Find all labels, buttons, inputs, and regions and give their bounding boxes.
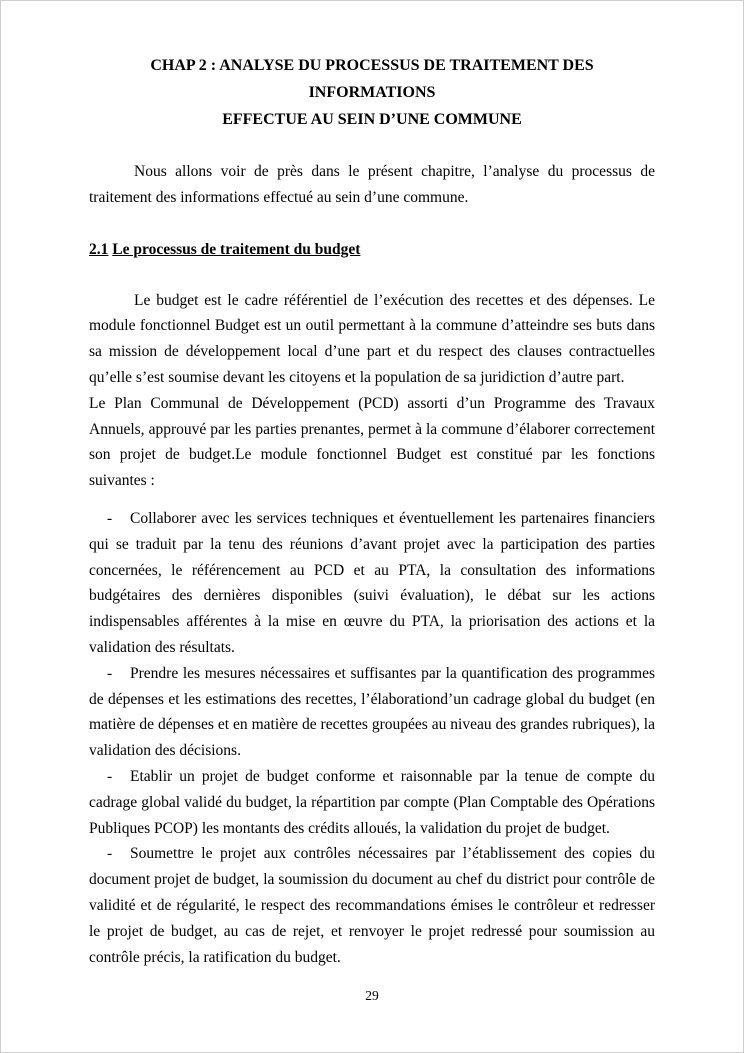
section-title: Le processus de traitement du budget <box>112 240 361 258</box>
list-item-text: Soumettre le projet aux contrôles nécessaires par l’établissement des copies du document projet de budget, la soumission du document au chef du district pour contrôle de validité et de régularité, le respect des recommandations émises le contrôleur et redresser le projet de budget, au cas de rejet, et renvoyer le projet redressé pour soumission au contrôle précis, la ratification du budget. <box>89 845 655 966</box>
section-number: 2.1 <box>89 240 109 258</box>
list-item <box>89 661 655 764</box>
paragraph-pcd: Le Plan Communal de Développement (PCD) assorti d’un Programme des Travaux Annuels, approuvé par les parties prenantes, permet à la commune d’élaborer correctement son projet de budget.Le module fonctionnel Budget est constitué par les fonctions suivantes : <box>89 394 655 490</box>
intro-paragraph: Nous allons voir de près dans le présent chapitre, l’analyse du processus de traitement des informations effectué au sein d’une commune. <box>89 163 655 206</box>
list-item-text: Etablir un projet de budget conforme et raisonnable par la tenue de compte du cadrage global validé du budget, la répartition par compte (Plan Comptable des Opérations Publiques PCOP) les montants des crédits alloués, la validation du projet de budget. <box>89 767 655 837</box>
paragraph-budget: Le budget est le cadre référentiel de l’exécution des recettes et des dépenses. Le module fonctionnel Budget est un outil permettant à la commune d’atteindre ses buts dans sa mission de développement local d’une part et du respect des clauses contractuelles qu’elle s’est soumise devant les citoyens et la population de sa juridiction d’autre part. <box>89 291 655 386</box>
list-item <box>89 506 655 661</box>
list-item <box>89 841 655 970</box>
list-dash: - <box>107 845 113 863</box>
chapter-heading <box>89 52 655 133</box>
list-item <box>89 764 655 841</box>
chapter-heading-line-1: CHAP 2 : ANALYSE DU PROCESSUS DE TRAITEMENT DES INFORMATIONS <box>150 57 594 101</box>
functions-list <box>89 506 655 970</box>
page-number: 29 <box>365 988 379 1003</box>
list-dash: - <box>107 767 113 785</box>
list-dash: - <box>107 509 113 527</box>
section-heading-2-1 <box>89 237 655 263</box>
list-item-text: Prendre les mesures nécessaires et suffisantes par la quantification des programmes de dépenses et les estimations des recettes, l’élaborationd’un cadrage global du budget (en matière de dépenses et en matière de recettes groupées au niveau des grandes rubriques), la validation des décisions. <box>89 664 655 760</box>
list-dash: - <box>107 664 113 682</box>
list-item-text: Collaborer avec les services techniques et éventuellement les partenaires financiers qui se traduit par la tenu des réunions d’avant projet avec la participation des parties concernées, le référencement au PCD et au PTA, la consultation des informations budgétaires des dernières disponibles (suivi évaluation), le débat sur les actions indispensables afférentes à la mise en œuvre du PTA, la priorisation des actions et la validation des résultats. <box>89 509 655 656</box>
chapter-heading-line-2: EFFECTUE AU SEIN D’UNE COMMUNE <box>222 111 522 128</box>
